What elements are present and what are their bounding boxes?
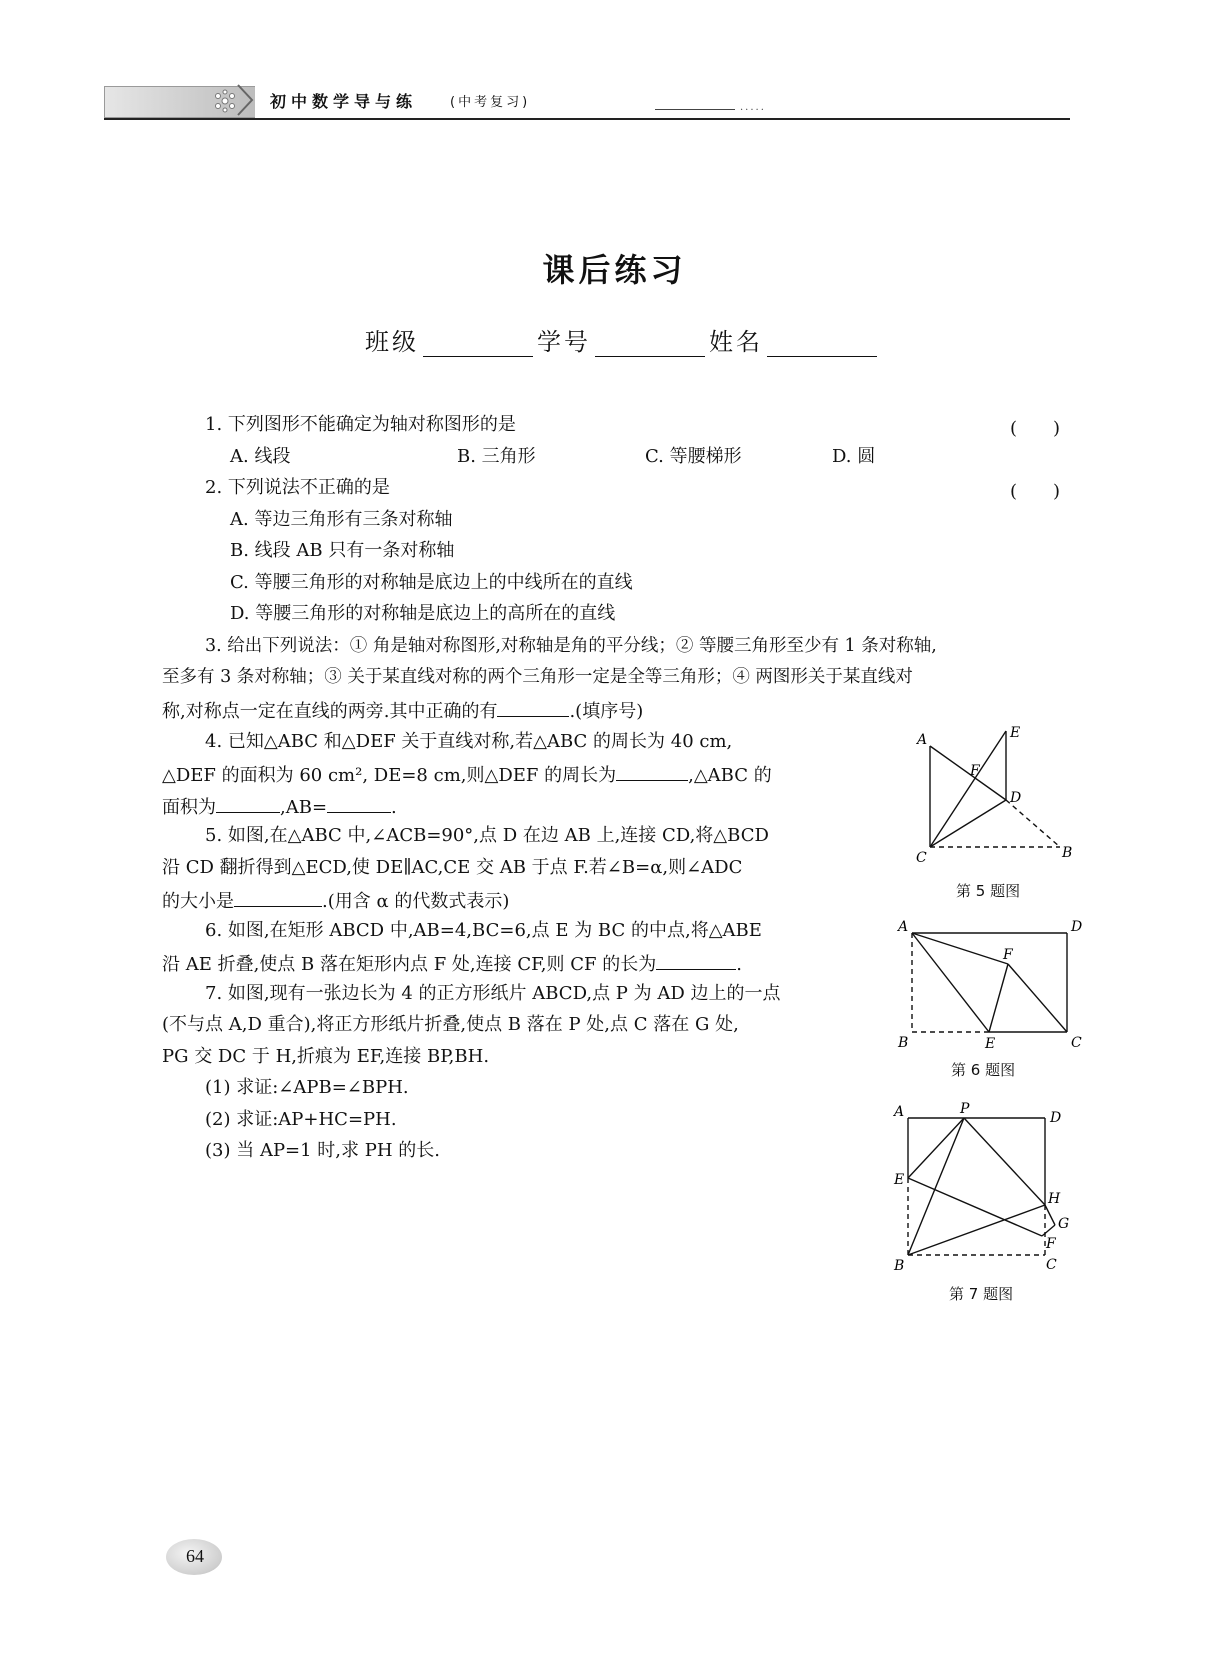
q5-line1: 5. 如图,在△ABC 中,∠ACB=90°,点 D 在边 AB 上,连接 CD,将△BCD [205,825,769,846]
student-info-line [365,322,881,357]
q1-option-b: B. 三角形 [457,446,536,467]
fig5-line-ce [930,731,1006,847]
header-dots: ..... [740,102,766,113]
fig6-line-fe [989,964,1008,1032]
q6-line1: 6. 如图,在矩形 ABCD 中,AB=4,BC=6,点 E 为 BC 的中点,将△ABE [205,920,762,941]
fig7-label-a: A [894,1104,905,1120]
q3-line1: 3. 给出下列说法：① 角是轴对称图形,对称轴是角的平分线；② 等腰三角形至少有 1 条对称轴, [205,636,937,656]
q3-line3-end: .(填序号) [569,701,644,722]
q2-option-d: D. 等腰三角形的对称轴是底边上的高所在的直线 [230,603,616,624]
fig7-line-ep [908,1118,964,1178]
fig6-label-f: F [1003,947,1013,963]
fig7-label-e: E [894,1172,905,1188]
q1-answer-paren[interactable]: ( ) [1010,418,1061,439]
fig5-label-e: E [1010,725,1021,741]
fig7-label-h: H [1048,1191,1061,1207]
fig6-line-af [912,933,1008,964]
figure-7 [890,1100,1080,1275]
q3-line2: 至多有 3 条对称轴；③ 关于某直线对称的两个三角形一定是全等三角形；④ 两图形关于某直线对 [162,667,913,687]
q7-sub1: (1) 求证:∠APB=∠BPH. [205,1077,409,1098]
q1-stem: 1. 下列图形不能确定为轴对称图形的是 [205,414,516,435]
fig7-line-gf [1042,1225,1055,1236]
snowflake-logo-icon [212,88,238,114]
q4-perimeter-blank[interactable] [616,762,688,781]
q2-option-a: A. 等边三角形有三条对称轴 [230,509,453,530]
fig7-label-c: C [1046,1257,1057,1273]
q5-line3 [162,888,509,913]
fig7-label-g: G [1058,1216,1070,1232]
figure-6 [895,915,1085,1055]
book-title: 初中数学导与练 [270,92,418,111]
q3-line3 [162,698,643,723]
fig7-label-d: D [1050,1110,1062,1126]
q5-line3-end: .(用含 α 的代数式表示) [322,891,510,912]
fig5-label-d: D [1010,790,1022,806]
header-arrow-icon [236,84,256,116]
fig6-label-b: B [898,1035,909,1051]
fig5-line-cd [930,800,1006,847]
fig7-label-b: B [894,1258,905,1274]
name-label: 姓名 [709,328,763,356]
fig7-caption: 第 7 题图 [949,1285,1014,1303]
q7-sub3: (3) 当 AP=1 时,求 PH 的长. [205,1140,441,1161]
q3-answer-blank[interactable] [497,698,569,717]
q3-line3-text: 称,对称点一定在直线的两旁.其中正确的有 [162,701,498,722]
q6-line2-text: 沿 AE 折叠,使点 B 落在矩形内点 F 处,连接 CF,则 CF 的长为 [162,954,657,975]
q4-line3-end: . [391,797,397,818]
q5-line2: 沿 CD 翻折得到△ECD,使 DE∥AC,CE 交 AB 于点 F.若∠B=α,则∠ADC [162,857,743,878]
header-dash-line [655,109,735,110]
fig7-line-pb [908,1118,964,1255]
q2-stem: 2. 下列说法不正确的是 [205,477,390,498]
fig7-line-hg [1045,1205,1055,1225]
fig5-label-c: C [916,850,927,865]
q7-line2: (不与点 A,D 重合),将正方形纸片折叠,使点 B 落在 P 处,点 C 落在 G 处, [162,1014,739,1035]
fig6-label-e: E [985,1036,996,1052]
id-blank[interactable] [595,330,705,357]
q4-ab-blank[interactable] [327,794,391,813]
q7-sub2: (2) 求证:AP+HC=PH. [205,1109,397,1130]
page-title: 课后练习 [542,251,687,289]
q4-line3-text: 面积为 [162,797,216,818]
class-blank[interactable] [423,330,533,357]
q1-option-d: D. 圆 [832,446,876,467]
fig5-label-b: B [1062,845,1073,861]
q6-line2-end: . [736,954,742,975]
fig6-caption: 第 6 题图 [951,1061,1016,1079]
q6-answer-blank[interactable] [656,951,736,970]
q4-area-blank[interactable] [216,794,280,813]
book-subtitle: (中考复习) [450,95,531,110]
class-label: 班级 [365,328,419,356]
fig6-label-a: A [898,919,909,935]
q2-answer-paren[interactable]: ( ) [1010,481,1061,502]
q7-line3: PG 交 DC 于 H,折痕为 EF,连接 BP,BH. [162,1046,490,1067]
q2-option-c: C. 等腰三角形的对称轴是底边上的中线所在的直线 [230,572,633,593]
fig6-label-d: D [1071,919,1083,935]
q5-answer-blank[interactable] [234,888,322,907]
fig5-line-db-dashed [1006,800,1060,847]
fig5-label-f: F [970,763,980,779]
q6-line2 [162,951,742,976]
q4-line2-text: △DEF 的面积为 60 cm², DE=8 cm,则△DEF 的周长为 [162,765,617,786]
id-label: 学号 [537,328,591,356]
fig7-line-ph [964,1118,1045,1205]
q5-line3-text: 的大小是 [162,891,234,912]
name-blank[interactable] [767,330,877,357]
figure-5 [900,725,1080,865]
q2-option-b: B. 线段 AB 只有一条对称轴 [230,540,455,561]
fig6-label-c: C [1071,1035,1082,1051]
q4-line1: 4. 已知△ABC 和△DEF 关于直线对称,若△ABC 的周长为 40 cm, [205,731,733,752]
q4-line3-mid: ,AB= [280,797,328,818]
q4-line2 [162,762,772,787]
page-number: 64 [186,1546,204,1566]
q4-line2-end: ,△ABC 的 [688,765,772,786]
q4-line3 [162,794,397,819]
fig5-label-a: A [917,732,928,748]
q7-line1: 7. 如图,现有一张边长为 4 的正方形纸片 ABCD,点 P 为 AD 边上的一点 [205,983,781,1004]
fig7-label-f: F [1046,1236,1056,1252]
fig7-line-bh [908,1205,1045,1255]
fig7-label-p: P [960,1101,970,1117]
header-rule [104,118,1070,120]
fig6-line-fc [1008,964,1067,1032]
fig5-caption: 第 5 题图 [956,882,1021,900]
fig6-line-ae [912,933,989,1032]
q1-option-a: A. 线段 [230,446,291,467]
q1-option-c: C. 等腰梯形 [645,446,742,467]
